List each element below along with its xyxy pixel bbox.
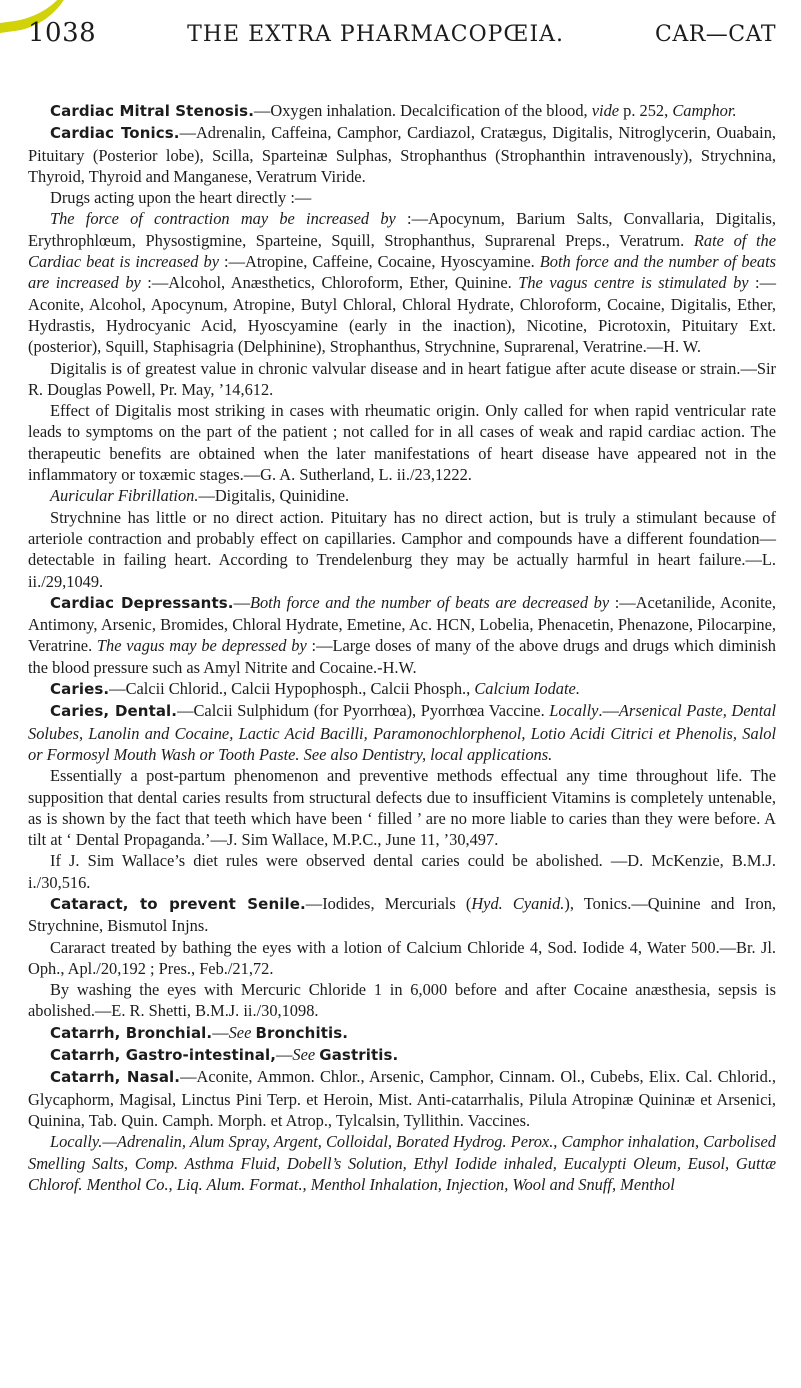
entry-headword: Catarrh, Gastro-intestinal, [50, 1046, 277, 1065]
entry-text: Digitalis is of greatest value in chronic valvular disease and in heart fatigue after acute disease or strain.—Sir R. Douglas Powell, Pr. May, ’14,612. [28, 358, 776, 399]
entry-text: The vagus centre is stimulated by [518, 273, 749, 293]
entry-headword: Bronchitis. [255, 1023, 349, 1042]
entry-text: Both force and the number of beats are decreased by [249, 592, 610, 612]
entry-paragraph [28, 1131, 776, 1195]
dictionary-entry [28, 1066, 776, 1131]
entry-headword: Cardiac Depressants. [50, 593, 234, 612]
entry-text: — [233, 592, 250, 612]
entry-paragraph [28, 187, 776, 208]
entry-text: —Calcii Sulphidum (for Pyorrhœa), Pyorrhœa Vaccine. [177, 701, 550, 721]
entry-paragraph [28, 850, 776, 893]
entry-text: :—Atropine, Caffeine, Cocaine, Hyoscyamine. [219, 252, 540, 272]
entry-paragraph [28, 208, 776, 357]
entry-text: :—Acetanilide, Aconite, Antimony, Arsenic, Bromides, Chloral Hydrate, Emetine, Ac. HCN, Lobelia, Phenacetin, Phenazone, Pilocarpine, Veratrine. [28, 592, 777, 656]
entry-text: —Iodides, Mercurials ( [305, 893, 472, 913]
book-title: THE EXTRA PHARMACOPŒIA. [187, 22, 565, 47]
page-number: 1038 [28, 18, 97, 48]
entry-text: Camphor. [672, 101, 737, 120]
entry-text: Effect of Digitalis most striking in cases with rheumatic origin. Only called for when rapid ventricular rate leads to symptoms on the part of the patient ; not called for in all cases of weak and rapid cardiac action. The therapeutic benefits are obtained when the later manifestations of heart disease have appeared not in the inflammatory or toxæmic stages.—G. A. Sutherland, L. ii./23,1222. [28, 401, 776, 485]
entry-text: The vagus may be depressed by [96, 636, 307, 656]
entry-text: :—Apocynum, Barium Salts, Convallaria, Digitalis, Erythrophlœum, Physostigmine, Sparteine, Squill, Strophanthus, Suprarenal Preps., Veratrum. [28, 209, 776, 250]
entry-paragraph [28, 937, 776, 980]
dictionary-entry [28, 122, 776, 187]
entry-text: —Aconite, Ammon. Chlor., Arsenic, Camphor, Cinnam. Ol., Cubebs, Elix. Cal. Chlorid., Glycaphorm, Magisal, Linctus Pini Terp. et Heroin, Mist. Anti-catarrhalis, Pilula Atropinæ Quininæ et Arsenici, Quinina, Tab. Quin. Camph. Morph. et Atrop., Tylcalsin, Tyllithin. Vaccines. [28, 1067, 776, 1130]
entry-headword: Catarrh, Nasal. [50, 1068, 181, 1087]
entry-text: — [212, 1022, 229, 1042]
dictionary-entry [28, 100, 776, 122]
entry-headword: Cataract, to prevent Senile. [50, 894, 306, 913]
entry-text: :—Large doses of many of the above drugs and drugs which diminish the blood pressure such as Amyl Nitrite and Cocaine.-H.W. [28, 636, 776, 677]
entry-text: If J. Sim Wallace’s diet rules were observed dental caries could be abolished. —D. McKenzie, B.M.J. i./30,516. [28, 851, 776, 892]
entry-paragraph [28, 507, 776, 592]
book-page [28, 18, 776, 1195]
entry-text: :—Aconite, Alcohol, Apocynum, Atropine, Butyl Chloral, Chloral Hydrate, Chloroform, Cocaine, Digitalis, Ether, Hydrastis, Hydrocyanic Acid, Hyoscyamine (early in the inaction), Nicotine, Picrotoxin, Pituitary Ext. (posterior), Squill, Staphisagria (Delphinine), Strophanthus, Strychnine, Suprarenal, Veratrine.—H. W. [28, 273, 776, 357]
entry-text: vide [591, 101, 620, 120]
page-body [28, 100, 776, 1195]
entry-text: —Digitalis, Quinidine. [198, 486, 350, 506]
entry-text: By washing the eyes with Mercuric Chloride 1 in 6,000 before and after Cocaine anæsthesia, sepsis is abolished.—E. R. Shetti, B.M.J. ii./30,1098. [28, 980, 776, 1021]
entry-range: CAR—CAT [655, 22, 776, 47]
dictionary-entry [28, 1022, 776, 1044]
entry-paragraph [28, 765, 776, 850]
entry-text: Locally [549, 701, 599, 721]
entry-text: — [276, 1045, 293, 1065]
entry-headword: Caries. [50, 680, 110, 699]
entry-paragraph [28, 358, 776, 401]
entry-paragraph [28, 400, 776, 485]
entry-text: Rate of the Cardiac beat is increased by [28, 230, 776, 272]
dictionary-entry [28, 678, 776, 700]
entry-text: The force of contraction may be increased by [50, 209, 396, 229]
dictionary-entry [28, 700, 776, 765]
entry-text: —Oxygen inhalation. Decalcification of the blood, [254, 101, 592, 120]
entry-text: :—Alcohol, Anæsthetics, Chloroform, Ether, Quinine. [140, 273, 519, 293]
entry-paragraph [28, 979, 776, 1022]
entry-text: Locally.—Adrenalin, Alum Spray, Argent, Colloidal, Borated Hydrog. Perox., Camphor inhalation, Carbolised Smelling Salts, Comp. Asthma Fluid, Dobell’s Solution, Ethyl Iodide inhaled, Eucalypti Oleum, Eusol, Guttæ Chlorof. Menthol Co., Liq. Alum. Format., Menthol Inhalation, Injection, Wool and Snuff, Menthol [28, 1132, 776, 1194]
dictionary-entry [28, 893, 776, 937]
entry-text: Auricular Fibrillation. [50, 486, 199, 506]
entry-headword: Gastritis. [319, 1046, 399, 1065]
running-head [28, 18, 776, 48]
entry-text: Arsenical Paste, Dental Solubes, Lanolin and Cocaine, Lactic Acid Bacilli, Paramonochlorphenol, Lotio Acidi Citrici et Phenolis, Salol or Formosyl Mouth Wash or Tooth Paste. See also Dentistry, local applications. [28, 701, 776, 764]
entry-headword: Catarrh, Bronchial. [50, 1023, 213, 1042]
entry-paragraph [28, 485, 776, 506]
entry-text: See [228, 1022, 252, 1042]
dictionary-entry [28, 592, 776, 678]
entry-text: —Adrenalin, Caffeina, Camphor, Cardiazol, Cratægus, Digitalis, Nitroglycerin, Ouabain, Pituitary (Posterior lobe), Scilla, Sparteinæ Sulphas, Strophanthus (Strophanthin intravenously), Strychnina, Thyroid, Thyroid and Manganese, Veratrum Viride. [28, 123, 777, 186]
entry-text: Essentially a post-partum phenomenon and preventive methods effectual any time throughout life. The supposition that dental caries results from structural defects due to insufficient Vitamins is completely untenable, as is shown by the fact that teeth which have been ‘ filled ’ are no more liable to caries than they were before. A tilt at ‘ Dental Propaganda.’—J. Sim Wallace, M.P.C., June 11, ’30,497. [28, 766, 776, 850]
entry-text: Strychnine has little or no direct action. Pituitary has no direct action, but is truly a stimulant because of arteriole contraction and probably effect on capillaries. Camphor and compounds have a different foundation—detectable in failing heart. According to Trendelenburg they may be actually harmful in heart failure.—L. ii./29,1049. [28, 507, 776, 591]
entry-text: —Calcii Chlorid., Calcii Hypophosph., Calcii Phosph., [109, 679, 475, 699]
entry-text: Hyd. Cyanid. [471, 893, 565, 913]
entry-text: .— [598, 701, 619, 721]
entry-text: ), Tonics.—Quinine and Iron, Strychnine, Bismutol Injns. [28, 893, 776, 936]
entry-headword: Caries, Dental. [50, 702, 178, 721]
entry-text: Drugs acting upon the heart directly :— [50, 188, 312, 208]
entry-text: p. 252, [619, 101, 673, 120]
entry-text: See [292, 1045, 316, 1065]
entry-text: Both force and the number of beats are increased by [28, 252, 776, 293]
entry-headword: Cardiac Tonics. [50, 124, 180, 143]
entry-headword: Cardiac Mitral Stenosis. [50, 102, 254, 120]
entry-text: Calcium Iodate. [474, 679, 580, 699]
entry-text: Cararact treated by bathing the eyes with a lotion of Calcium Chloride 4, Sod. Iodide 4, Water 500.—Br. Jl. Oph., Apl./20,192 ; Pres., Feb./21,72. [28, 937, 776, 978]
dictionary-entry [28, 1044, 776, 1066]
